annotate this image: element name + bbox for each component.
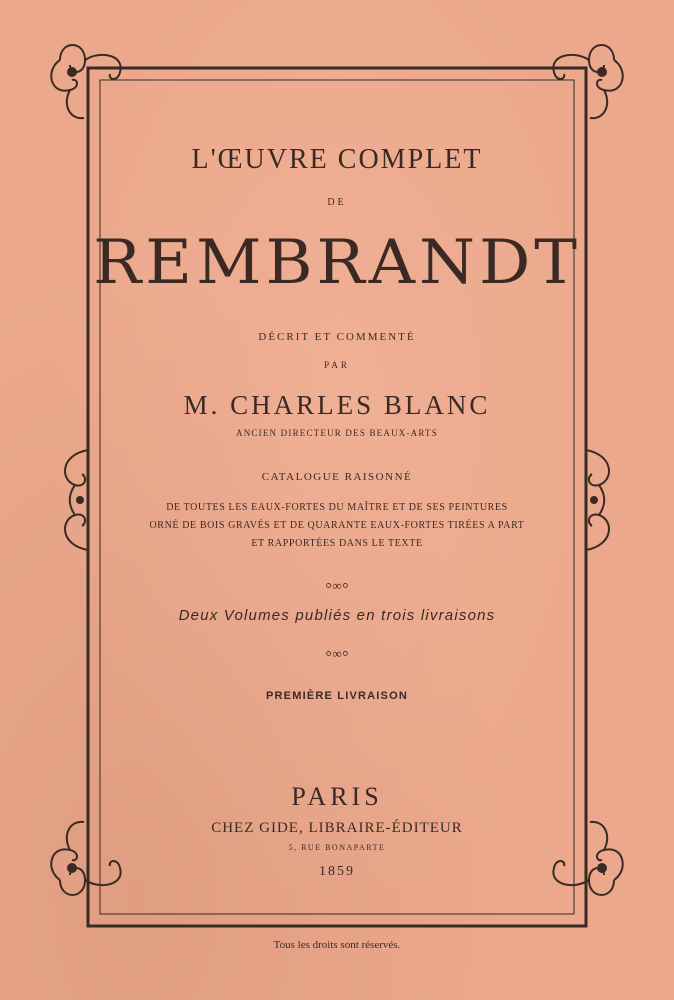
rights-notice: Tous les droits sont réservés. xyxy=(273,939,401,951)
divider-ornament: ⸰∞⸰ xyxy=(324,578,350,593)
author-name: M. CHARLES BLANC xyxy=(183,390,491,420)
title-de: DE xyxy=(327,197,347,208)
subtitle-decrit: DÉCRIT ET COMMENTÉ xyxy=(258,331,416,343)
description-line: ORNÉ DE BOIS GRAVÉS ET DE QUARANTE EAUX-FORTES TIRÉES A PART xyxy=(149,520,525,531)
livraison-label: PREMIÈRE LIVRAISON xyxy=(265,690,408,702)
side-ornament-right xyxy=(586,450,609,550)
publisher-city: PARIS xyxy=(291,782,383,811)
publisher-address: 5, RUE BONAPARTE xyxy=(288,843,386,852)
corner-ornament-top-right xyxy=(553,45,622,118)
catalogue-heading: CATALOGUE RAISONNÉ xyxy=(261,471,413,483)
volumes-note: Deux Volumes publiés en trois livraisons xyxy=(178,607,496,624)
subtitle-par: PAR xyxy=(324,360,350,370)
main-title: REMBRANDT xyxy=(93,227,581,299)
description-line: DE TOUTES LES EAUX-FORTES DU MAÎTRE ET DE SES PEINTURES xyxy=(166,502,508,513)
divider-ornament: ⸰∞⸰ xyxy=(324,646,350,661)
publisher-name: CHEZ GIDE, LIBRAIRE-ÉDITEUR xyxy=(211,820,463,836)
corner-ornament-top-left xyxy=(51,45,120,118)
description-line: ET RAPPORTÉES DANS LE TEXTE xyxy=(251,538,423,549)
title-line-1: L'ŒUVRE COMPLET xyxy=(191,144,483,175)
side-ornament-left xyxy=(65,450,88,550)
author-title: ANCIEN DIRECTEUR DES BEAUX-ARTS xyxy=(236,428,438,438)
publication-year: 1859 xyxy=(319,864,355,879)
